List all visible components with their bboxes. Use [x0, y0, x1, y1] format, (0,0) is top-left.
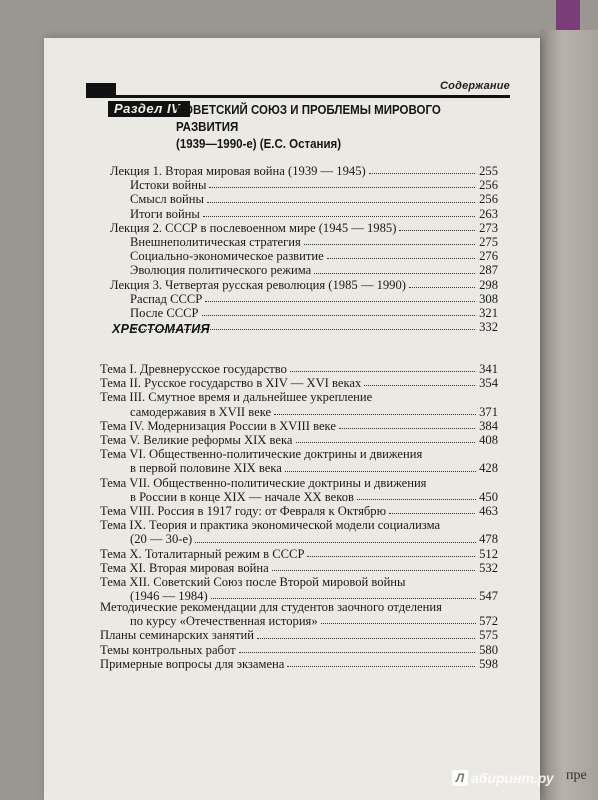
running-header: Содержание [440, 80, 510, 92]
dot-leader [409, 287, 475, 288]
toc-entry-title: Тема VIII. Россия в 1917 году: от Февраля к Октябрю [100, 504, 387, 519]
toc-entry-page: 408 [479, 433, 498, 448]
toc-entry [100, 164, 498, 178]
toc-entry-title: Темы контрольных работ [100, 642, 236, 657]
dot-leader [399, 230, 475, 231]
toc-entry-title: Тема III. Смутное время и дальнейшее укрепление [100, 390, 373, 405]
toc-entry-page: 308 [479, 291, 498, 306]
toc-entry-page: 287 [479, 263, 498, 278]
toc-entry-page: 428 [479, 461, 498, 476]
toc-entry-title: Социально-экономическое развитие [130, 249, 324, 264]
toc-entry-page: 321 [479, 306, 498, 321]
toc-entry-page: 478 [479, 532, 498, 547]
toc-entry [100, 547, 498, 561]
toc-entry-title-cont: в России в конце XIX — начале XX веков [130, 489, 354, 504]
toc-entry-page: 276 [479, 249, 498, 264]
toc-entry [100, 306, 498, 320]
dot-leader [364, 385, 475, 386]
page-edge [540, 30, 598, 800]
dot-leader [339, 428, 475, 429]
toc-entry-continuation [100, 405, 498, 419]
toc-entry-title: Тема V. Великие реформы XIX века [100, 433, 293, 448]
toc-entry [100, 390, 498, 418]
section-title-line: СОВЕТСКИЙ СОЮЗ И ПРОБЛЕМЫ МИРОВОГО РАЗВИТИЯ [176, 103, 441, 134]
toc-entry-title: Тема VII. Общественно-политические доктрины и движения [100, 475, 427, 490]
toc-entry-page: 332 [479, 320, 498, 335]
toc-entry-page: 263 [479, 206, 498, 221]
section-title [176, 102, 480, 153]
toc-entry-title-cont: по курсу «Отечественная история» [130, 614, 318, 629]
dot-leader [195, 532, 476, 542]
toc-entry-page: 371 [479, 404, 498, 419]
dot-leader [321, 614, 476, 624]
dot-leader [327, 258, 475, 259]
toc-entry [100, 263, 498, 277]
toc-entry-page: 532 [479, 560, 498, 575]
toc-entry [100, 504, 498, 518]
toc-entry-title: Тема VI. Общественно-политические доктрины и движения [100, 447, 423, 462]
toc-entry-title: Смысл войны [130, 192, 204, 207]
toc-entry-title: Тема IX. Теория и практика экономической модели социализма [100, 518, 441, 533]
dot-leader [207, 202, 475, 203]
toc-entry-page: 273 [479, 220, 498, 235]
dot-leader [203, 216, 475, 217]
toc-entry [100, 221, 498, 235]
header-bar [86, 83, 116, 95]
bookmark-ribbon [556, 0, 580, 34]
toc-entry-page: 450 [479, 489, 498, 504]
dot-leader [287, 666, 475, 667]
toc-entry-title: Итоги войны [130, 206, 200, 221]
dot-leader [369, 173, 475, 174]
toc-entry [100, 292, 498, 306]
toc-entry-title: Истоки войны [130, 178, 207, 193]
toc-entry [100, 235, 498, 249]
dot-leader [257, 638, 475, 639]
toc-entry-title: Эволюция политического режима [130, 263, 312, 278]
toc-entry-page: 463 [479, 504, 498, 519]
dot-leader [211, 589, 476, 599]
toc-entry-page: 572 [479, 614, 498, 629]
toc-entry-title: Лекция 3. Четвертая русская революция (1985 — 1990) [110, 277, 406, 292]
toc-entry [100, 362, 498, 376]
toc-entry-title: Тема I. Древнерусское государство [100, 362, 287, 376]
toc-entry [100, 207, 498, 221]
toc-entry-title: Планы семинарских занятий [100, 628, 254, 643]
section-toc [100, 164, 498, 334]
toc-entry-page: 598 [479, 656, 498, 671]
toc-entry-page: 341 [479, 362, 498, 376]
watermark [452, 770, 554, 786]
dot-leader [314, 273, 475, 274]
toc-entry [100, 600, 498, 628]
toc-entry-title: Лекция 2. СССР в послевоенном мире (1945 — 1985) [110, 220, 397, 235]
next-page-edge-text: пре [566, 768, 587, 783]
toc-entry-title: Лекция 1. Вторая мировая война (1939 — 1945) [110, 164, 366, 178]
toc-entry-title: После СССР [130, 306, 199, 321]
toc-entry-continuation [100, 532, 498, 546]
toc-entry-title: Тема XII. Советский Союз после Второй мировой войны [100, 575, 406, 590]
toc-entry [100, 433, 498, 447]
toc-entry [100, 249, 498, 263]
toc-entry-continuation [100, 461, 498, 475]
dot-leader [285, 461, 476, 471]
toc-entry-title: Тема IV. Модернизация России в XVIII веке [100, 418, 336, 433]
toc-entry [100, 643, 498, 657]
toc-entry [100, 419, 498, 433]
toc-entry-page: 575 [479, 628, 498, 643]
toc-entry-page: 512 [479, 546, 498, 561]
dot-leader [205, 301, 475, 302]
toc-entry-title: Тема XI. Вторая мировая война [100, 560, 269, 575]
dot-leader [209, 187, 475, 188]
toc-entry-page: 256 [479, 178, 498, 193]
section-title-line: (1939—1990-е) (Е.С. Остания) [176, 137, 342, 151]
toc-entry [100, 178, 498, 192]
toc-entry-page: 256 [479, 192, 498, 207]
toc-entry-page: 255 [479, 164, 498, 178]
dot-leader [274, 405, 476, 415]
toc-entry-title: Тема II. Русское государство в XIV — XVI веках [100, 376, 362, 391]
toc-entry [100, 628, 498, 642]
dot-leader [296, 442, 476, 443]
dot-leader [272, 570, 475, 571]
toc-entry [100, 476, 498, 504]
appendix-toc [100, 600, 498, 671]
toc-entry-page: 384 [479, 418, 498, 433]
dot-leader [307, 556, 475, 557]
chrestomathy-title: ХРЕСТОМАТИЯ [112, 322, 210, 336]
toc-entry-title-cont: (1946 — 1984) [130, 589, 208, 604]
toc-entry-title: Распад СССР [130, 291, 203, 306]
section-label: Раздел IV [108, 101, 190, 117]
chrestomathy-toc [100, 362, 498, 603]
toc-entry-page: 580 [479, 642, 498, 657]
dot-leader [304, 244, 475, 245]
dot-leader [290, 371, 475, 372]
dot-leader [239, 652, 475, 653]
header-rule [86, 95, 510, 98]
toc-entry [100, 192, 498, 206]
toc-entry-title-cont: в первой половине XIX века [130, 461, 282, 476]
toc-entry-title-cont: (20 — 30-е) [130, 532, 193, 547]
toc-entry [100, 376, 498, 390]
toc-entry [100, 278, 498, 292]
toc-entry [100, 518, 498, 546]
dot-leader [202, 315, 475, 316]
toc-entry [100, 657, 498, 671]
toc-entry-continuation [100, 490, 498, 504]
dot-leader [357, 490, 476, 500]
toc-entry [100, 561, 498, 575]
toc-entry-title: Тема X. Тоталитарный режим в СССР [100, 546, 305, 561]
toc-entry-page: 298 [479, 277, 498, 292]
dot-leader [389, 513, 475, 514]
toc-entry-title: Методические рекомендации для студентов заочного отделения [100, 600, 442, 614]
toc-entry-title-cont: самодержавия в XVII веке [130, 404, 272, 419]
toc-entry-page: 275 [479, 235, 498, 250]
toc-entry-page: 547 [479, 589, 498, 604]
watermark-text: абиринт.ру [471, 770, 554, 786]
toc-entry [100, 447, 498, 475]
toc-entry-title: Внешнеполитическая стратегия [130, 235, 301, 250]
labirint-logo-icon: Л [452, 770, 468, 786]
toc-entry-continuation [100, 614, 498, 628]
toc-entry-title: Примерные вопросы для экзамена [100, 656, 285, 671]
toc-entry-page: 354 [479, 376, 498, 391]
